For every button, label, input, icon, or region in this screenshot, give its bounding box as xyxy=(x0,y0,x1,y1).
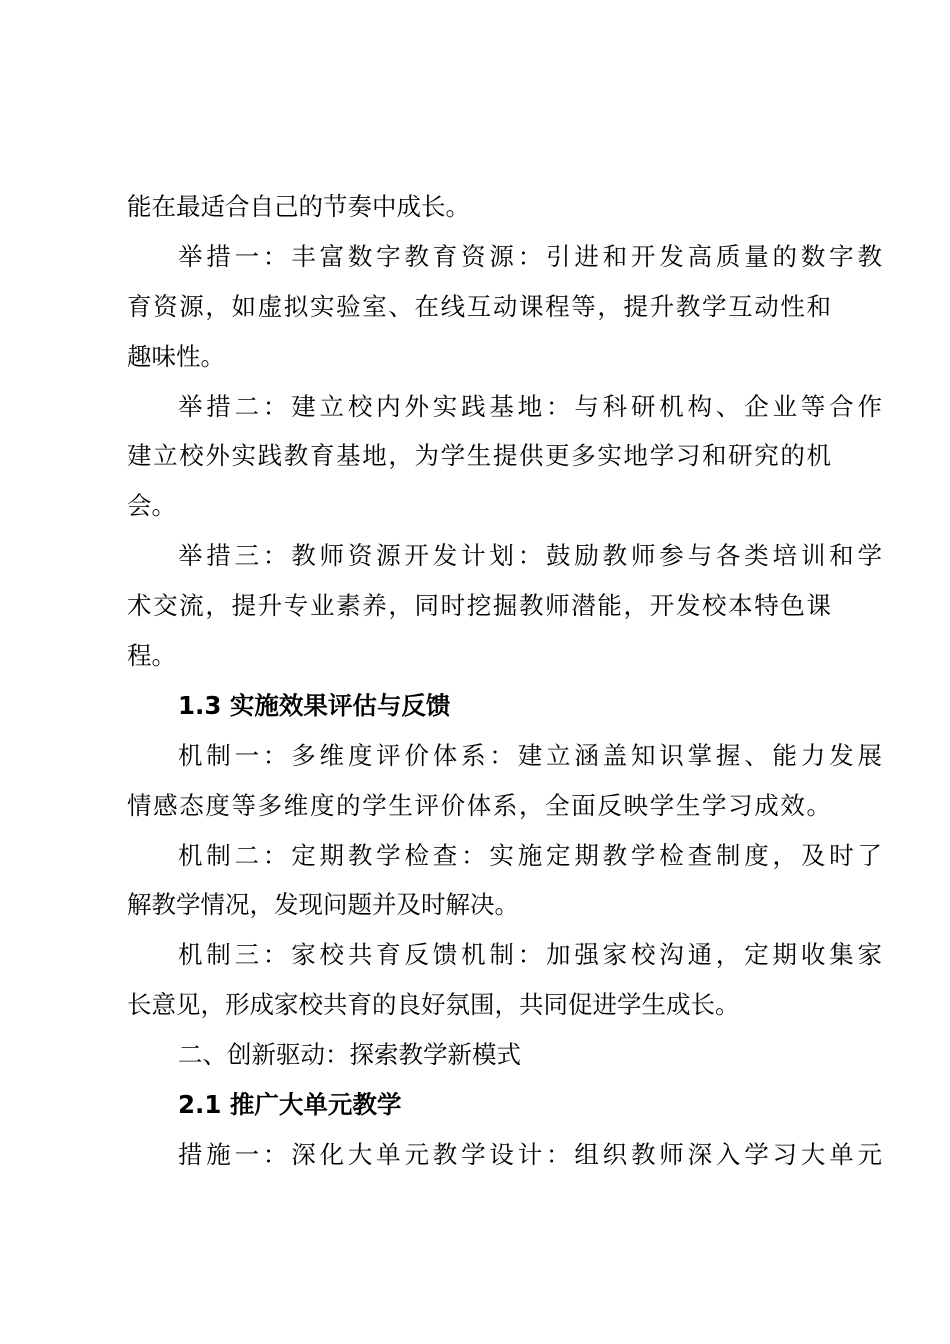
chapter-heading-2: 二、创新驱动：探索教学新模式 xyxy=(178,1040,521,1070)
section-heading-1-3: 1.3 实施效果评估与反馈 xyxy=(178,690,451,720)
mechanism-3-line: 长意见，形成家校共育的良好氛围，共同促进学生成长。 xyxy=(127,990,740,1020)
mechanism-1-line: 机制一：多维度评价体系：建立涵盖知识掌握、能力发展 xyxy=(178,740,882,770)
measure-2-line: 建立校外实践教育基地，为学生提供更多实地学习和研究的机 xyxy=(127,441,831,471)
measure-2-line: 会。 xyxy=(127,491,176,521)
measure-2-line: 举措二：建立校内外实践基地：与科研机构、企业等合作 xyxy=(178,391,882,421)
measure-1-line: 趣味性。 xyxy=(127,341,225,371)
mechanism-1-line: 情感态度等多维度的学生评价体系，全面反映学生学习成效。 xyxy=(127,790,831,820)
section-heading-2-1: 2.1 推广大单元教学 xyxy=(178,1090,402,1120)
measure-3-line: 术交流，提升专业素养，同时挖掘教师潜能，开发校本特色课 xyxy=(127,591,831,621)
measure-1-line: 育资源，如虚拟实验室、在线互动课程等，提升教学互动性和 xyxy=(127,291,831,321)
measure-line: 措施一：深化大单元教学设计：组织教师深入学习大单元 xyxy=(178,1139,882,1169)
measure-1-line: 举措一：丰富数字教育资源：引进和开发高质量的数字教 xyxy=(178,241,882,271)
document-body xyxy=(127,182,882,1180)
mechanism-2-line: 解教学情况，发现问题并及时解决。 xyxy=(127,890,519,920)
measure-3-line: 程。 xyxy=(127,641,176,671)
paragraph-line: 能在最适合自己的节奏中成长。 xyxy=(127,192,470,221)
mechanism-2-line: 机制二：定期教学检查：实施定期教学检查制度，及时了 xyxy=(178,840,882,870)
measure-3-line: 举措三：教师资源开发计划：鼓励教师参与各类培训和学 xyxy=(178,541,882,571)
mechanism-3-line: 机制三：家校共育反馈机制：加强家校沟通，定期收集家 xyxy=(178,940,882,970)
